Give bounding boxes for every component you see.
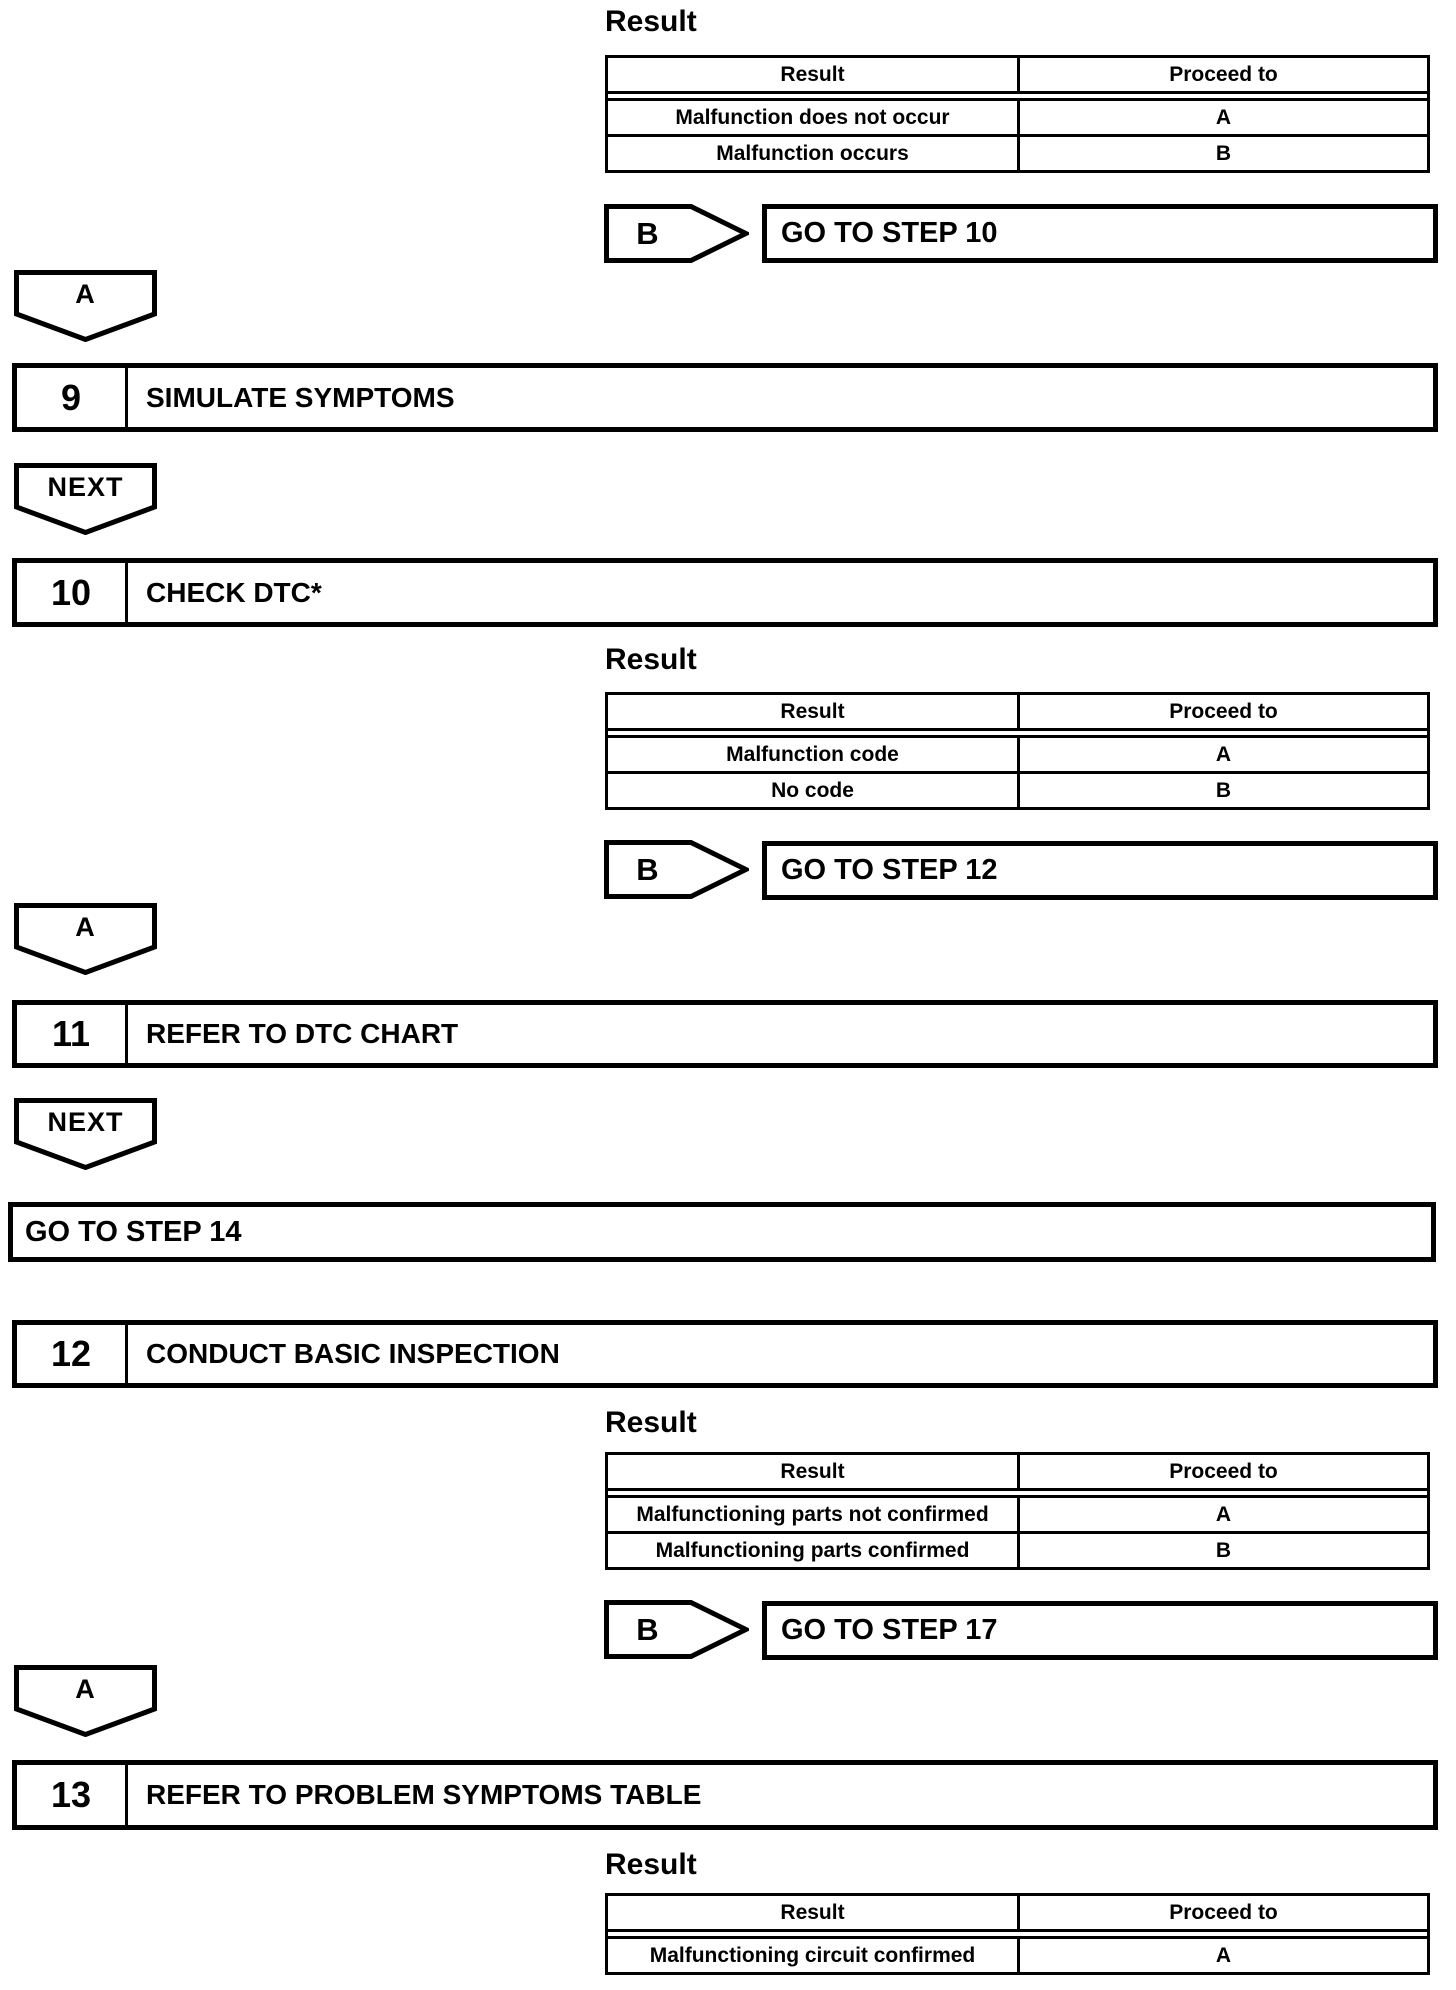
step-title: REFER TO DTC CHART — [146, 1018, 459, 1049]
step-9-header — [12, 363, 1438, 432]
step-title: CONDUCT BASIC INSPECTION — [146, 1338, 560, 1369]
step-number: 11 — [17, 1005, 128, 1063]
table-header-row — [608, 695, 1427, 738]
result-cell: Malfunction does not occur — [608, 101, 1020, 134]
result-cell: Malfunction occurs — [608, 137, 1020, 170]
result-cell: Malfunctioning parts not confirmed — [608, 1498, 1020, 1531]
branch-label: B — [636, 851, 659, 887]
proceed-cell: A — [1215, 1943, 1232, 1967]
result-cell: Malfunctioning parts confirmed — [608, 1534, 1020, 1567]
table-header-proceed: Proceed to — [1169, 62, 1278, 86]
result-cell: Malfunctioning circuit confirmed — [608, 1939, 1020, 1972]
goto-step-10-box: GO TO STEP 10 — [762, 204, 1438, 263]
connector-next-2 — [14, 1098, 157, 1170]
table-header-row — [608, 58, 1427, 101]
result-table-1 — [605, 55, 1430, 173]
proceed-cell: A — [1215, 105, 1232, 129]
connector-label: A — [75, 911, 96, 942]
branch-b-connector-3 — [604, 1600, 749, 1659]
branch-b-connector-1 — [604, 204, 749, 263]
branch-b-connector-2 — [604, 840, 749, 899]
proceed-cell: B — [1215, 778, 1232, 802]
table-header-row — [608, 1896, 1427, 1939]
step-12-header — [12, 1320, 1438, 1388]
step-13-header — [12, 1760, 1438, 1830]
step-number: 12 — [17, 1325, 128, 1383]
connector-a-2 — [14, 903, 157, 975]
step-title: REFER TO PROBLEM SYMPTOMS TABLE — [146, 1779, 702, 1810]
goto-step-17-box: GO TO STEP 17 — [762, 1601, 1438, 1660]
step-number: 13 — [17, 1765, 128, 1825]
proceed-cell: A — [1215, 742, 1232, 766]
table-header-row — [608, 1455, 1427, 1498]
table-row — [608, 771, 1427, 807]
table-header-proceed: Proceed to — [1169, 1900, 1278, 1924]
step-number: 9 — [17, 368, 128, 427]
table-row — [608, 1498, 1427, 1531]
connector-label: A — [75, 278, 96, 309]
branch-label: B — [636, 1611, 659, 1647]
result-table-2 — [605, 692, 1430, 810]
result-table-4 — [605, 1893, 1430, 1975]
connector-a-1 — [14, 270, 157, 342]
table-header-proceed: Proceed to — [1169, 1459, 1278, 1483]
result-heading-3: Result — [605, 1406, 697, 1439]
proceed-cell: A — [1215, 1502, 1232, 1526]
connector-label: NEXT — [47, 1106, 124, 1137]
table-row — [608, 1939, 1427, 1972]
proceed-cell: B — [1215, 1538, 1232, 1562]
table-row — [608, 1531, 1427, 1567]
branch-label: B — [636, 215, 659, 251]
table-row — [608, 134, 1427, 170]
proceed-cell: B — [1215, 141, 1232, 165]
step-title: CHECK DTC* — [146, 576, 322, 608]
step-number: 10 — [17, 563, 128, 622]
table-row — [608, 738, 1427, 771]
connector-next-1 — [14, 463, 157, 535]
table-row — [608, 101, 1427, 134]
goto-step-14-box: GO TO STEP 14 — [8, 1202, 1436, 1262]
connector-label: NEXT — [47, 471, 124, 502]
result-cell: Malfunction code — [608, 738, 1020, 771]
table-header-result: Result — [608, 695, 1020, 728]
result-heading-2: Result — [605, 643, 697, 676]
goto-step-12-box: GO TO STEP 12 — [762, 841, 1438, 900]
step-11-header — [12, 1000, 1438, 1068]
table-header-result: Result — [608, 1896, 1020, 1929]
table-header-result: Result — [608, 1455, 1020, 1488]
table-header-result: Result — [608, 58, 1020, 91]
result-cell: No code — [608, 774, 1020, 807]
connector-label: A — [75, 1673, 96, 1704]
table-header-proceed: Proceed to — [1169, 699, 1278, 723]
result-heading-1: Result — [605, 5, 697, 38]
connector-a-3 — [14, 1665, 157, 1737]
result-table-3 — [605, 1452, 1430, 1570]
step-10-header — [12, 558, 1438, 627]
result-heading-4: Result — [605, 1848, 697, 1881]
step-title: SIMULATE SYMPTOMS — [146, 381, 455, 413]
